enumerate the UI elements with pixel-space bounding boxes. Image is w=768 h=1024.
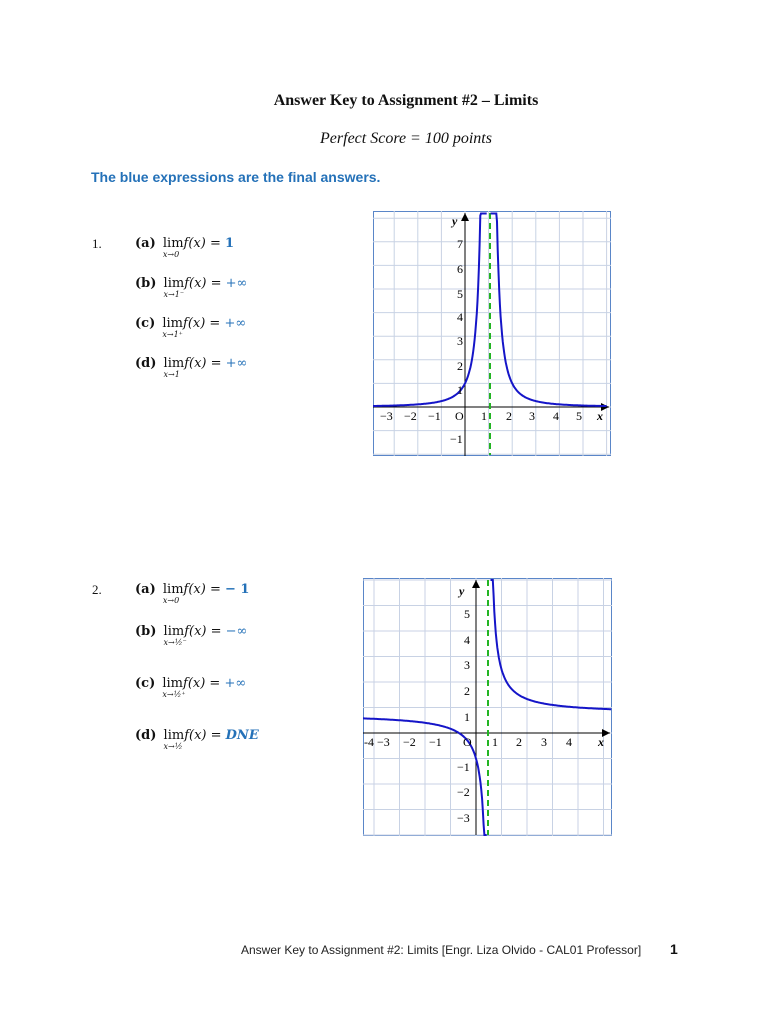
x-tick-label: −3 [380, 409, 393, 423]
final-answer: +∞ [224, 316, 247, 331]
problem-1-part-a [135, 236, 235, 259]
limit-subscript: x→1 [163, 370, 180, 379]
limit-operator: lim x→1 [163, 356, 185, 379]
y-tick-label: 5 [457, 287, 463, 301]
limit-subscript: x→1⁻ [163, 290, 185, 299]
limit-subscript: x→0 [162, 596, 180, 605]
function-expression: f(x) = [183, 676, 221, 691]
origin-label: O [463, 735, 472, 749]
limit-subscript: x→0 [162, 250, 180, 259]
y-tick-label: −2 [457, 785, 470, 799]
x-tick-label: 1 [492, 735, 498, 749]
document-subtitle: Perfect Score = 100 points [320, 130, 492, 147]
y-tick-label: 7 [457, 237, 463, 251]
problem-1-part-b [135, 276, 248, 299]
function-expression: f(x) = [184, 356, 222, 371]
final-answer: −∞ [225, 624, 248, 639]
limit-operator: lim x→0 [162, 582, 184, 605]
limit-operator: lim x→½ [163, 728, 185, 751]
y-tick-label: 4 [464, 633, 470, 647]
y-tick-label: 3 [457, 334, 463, 348]
limit-subscript: x→½ [163, 742, 183, 751]
problem-1-graph [373, 211, 611, 456]
y-tick-label: −3 [457, 811, 470, 825]
part-label: (a) [135, 236, 156, 251]
part-label: (a) [135, 582, 156, 597]
final-answer: − 1 [224, 582, 250, 597]
problem-1-part-c [135, 316, 247, 339]
page-number: 1 [670, 941, 678, 957]
limit-operator: lim x→½⁺ [162, 676, 186, 699]
y-tick-label: 2 [464, 684, 470, 698]
limit-subscript: x→½⁺ [162, 690, 186, 699]
function-expression: f(x) = [183, 582, 221, 597]
limit-subscript: x→½⁻ [163, 638, 187, 647]
x-tick-label: −2 [404, 409, 417, 423]
problem-2-part-d [135, 728, 259, 751]
final-answer: +∞ [225, 356, 248, 371]
part-label: (c) [135, 676, 156, 691]
page-footer: Answer Key to Assignment #2: Limits [Engr. Liza Olvido - CAL01 Professor] [241, 943, 642, 957]
y-axis-label: y [452, 214, 458, 228]
part-label: (c) [135, 316, 156, 331]
problem-2-part-c [135, 676, 247, 699]
y-axis-label: y [459, 584, 465, 598]
y-tick-label: 4 [457, 310, 463, 324]
part-label: (d) [135, 728, 157, 743]
part-label: (d) [135, 356, 157, 371]
origin-label: O [455, 409, 464, 423]
x-axis-label: x [597, 409, 603, 423]
x-tick-label: 3 [529, 409, 535, 423]
y-tick-label: 5 [464, 607, 470, 621]
part-label: (b) [135, 276, 157, 291]
final-answer: DNE [225, 728, 259, 743]
x-tick-label: -4 [364, 735, 374, 749]
problem-2-number: 2. [92, 582, 102, 597]
x-axis-label: x [598, 735, 604, 749]
limit-operator: lim x→0 [162, 236, 184, 259]
function-expression: f(x) = [184, 276, 222, 291]
y-tick-label: 6 [457, 262, 463, 276]
document-title: Answer Key to Assignment #2 – Limits [273, 92, 539, 109]
problem-1-number: 1. [92, 236, 102, 251]
y-tick-label: 3 [464, 658, 470, 672]
function-expression: f(x) = [183, 236, 221, 251]
x-tick-label: 3 [541, 735, 547, 749]
x-tick-label: −3 [377, 735, 390, 749]
x-tick-label: 1 [481, 409, 487, 423]
function-expression: f(x) = [184, 728, 222, 743]
limit-operator: lim x→1⁺ [162, 316, 184, 339]
x-tick-label: 5 [576, 409, 582, 423]
problem-2-part-a [135, 582, 250, 605]
y-tick-label: −1 [457, 760, 470, 774]
limit-operator: lim x→½⁻ [163, 624, 187, 647]
y-tick-label: 2 [457, 359, 463, 373]
problem-1-part-d [135, 356, 248, 379]
x-tick-label: −1 [429, 735, 442, 749]
x-tick-label: 2 [506, 409, 512, 423]
function-expression: f(x) = [183, 316, 221, 331]
final-answer: 1 [224, 236, 235, 251]
y-tick-label: 1 [457, 383, 463, 397]
x-tick-label: 4 [553, 409, 559, 423]
limit-operator: lim x→1⁻ [163, 276, 185, 299]
answer-note: The blue expressions are the final answers. [91, 169, 381, 185]
final-answer: +∞ [225, 276, 248, 291]
x-tick-label: −2 [403, 735, 416, 749]
part-label: (b) [135, 624, 157, 639]
y-tick-label: 1 [464, 710, 470, 724]
problem-2-graph [363, 578, 612, 836]
x-tick-label: 4 [566, 735, 572, 749]
problem-2-part-b [135, 624, 248, 647]
x-tick-label: −1 [428, 409, 441, 423]
x-tick-label: 2 [516, 735, 522, 749]
limit-subscript: x→1⁺ [162, 330, 183, 339]
function-expression: f(x) = [184, 624, 222, 639]
y-tick-label: −1 [450, 432, 463, 446]
final-answer: +∞ [224, 676, 247, 691]
